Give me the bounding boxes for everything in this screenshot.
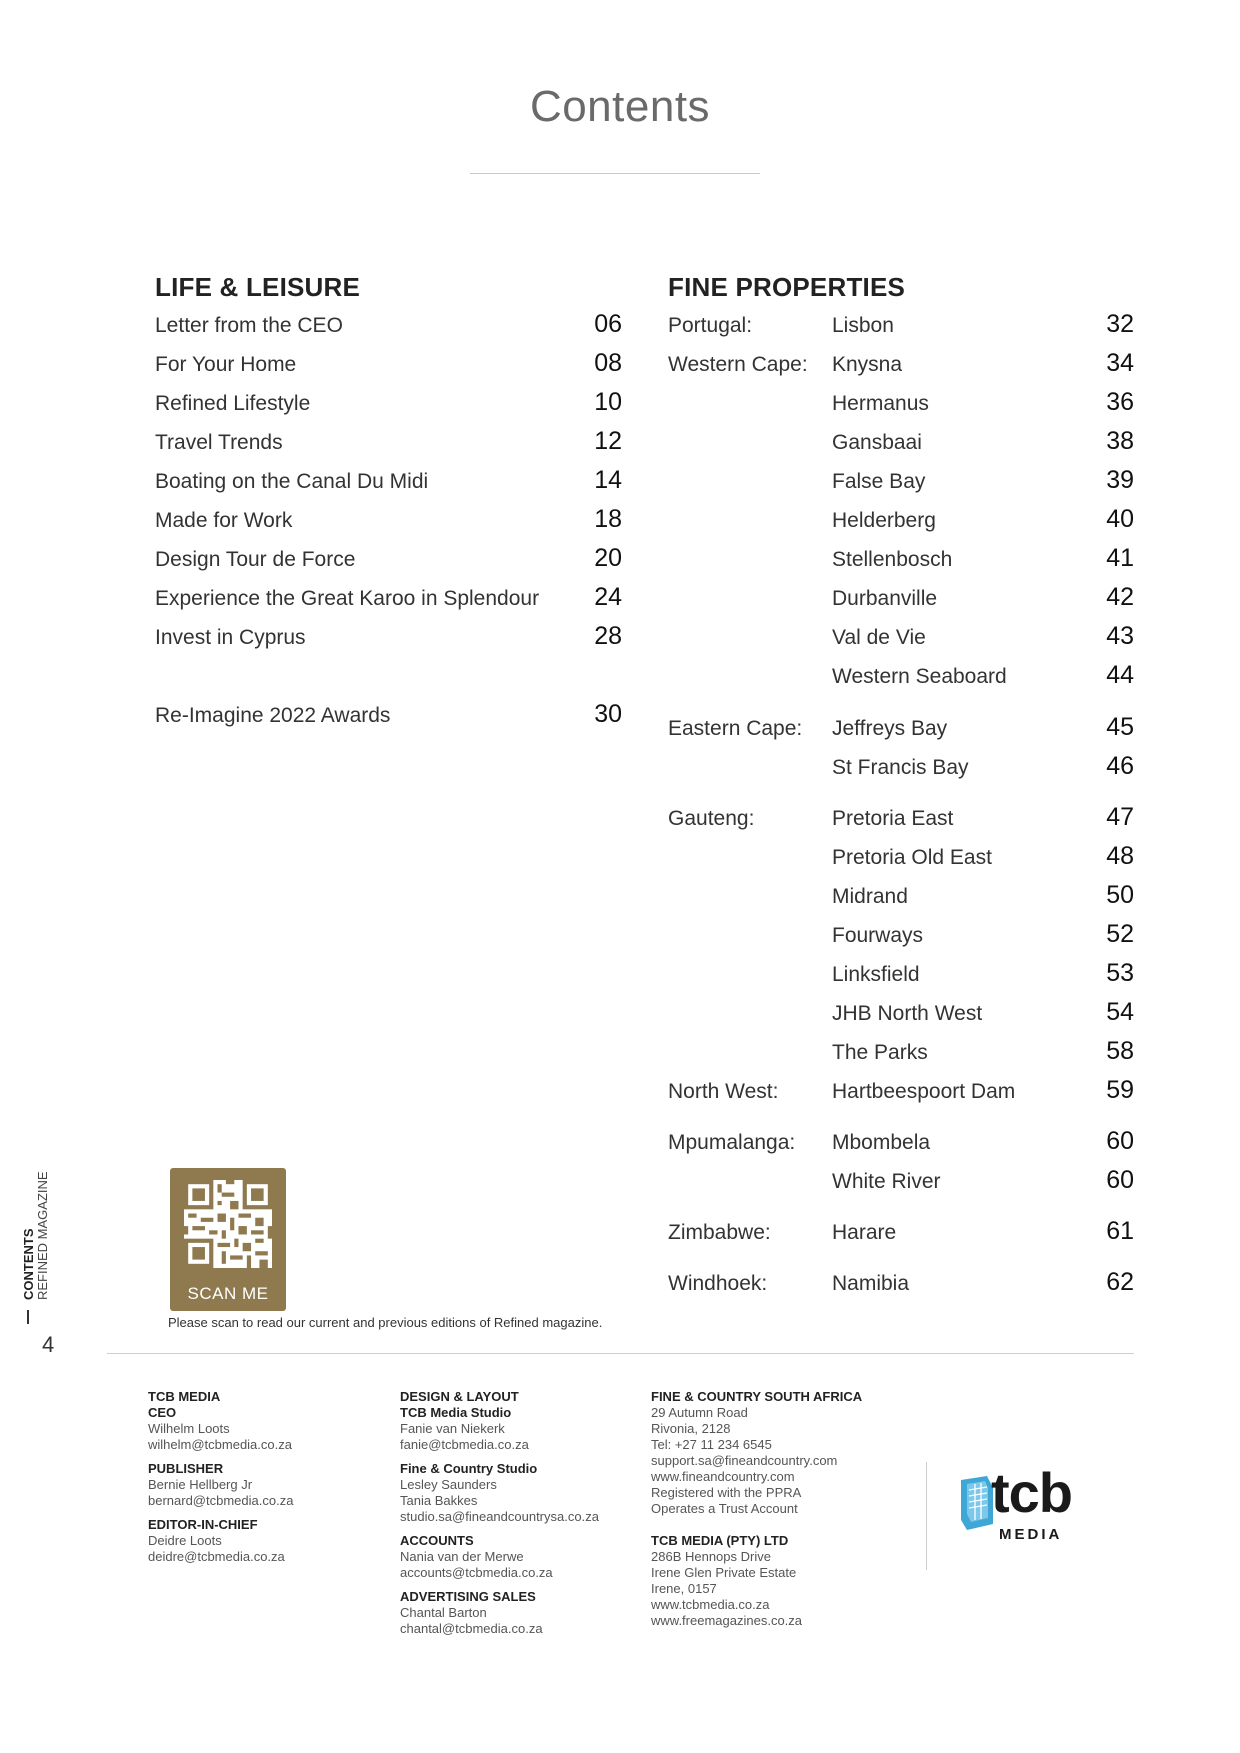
property-region: Gauteng: [668, 807, 755, 830]
property-entry[interactable] [668, 920, 1134, 956]
footer-line: Irene, 0157 [651, 1581, 717, 1596]
property-entry[interactable] [668, 622, 1134, 658]
property-entry[interactable] [668, 713, 1134, 749]
footer-line: Nania van der Merwe [400, 1549, 524, 1564]
contents-entry[interactable] [155, 466, 622, 502]
footer-line: Irene Glen Private Estate [651, 1565, 797, 1580]
spacer [400, 1453, 630, 1461]
footer-column-fine-country [651, 1389, 911, 1629]
contents-entry[interactable] [155, 310, 622, 346]
property-entry[interactable] [668, 1127, 1134, 1163]
property-entry[interactable] [668, 505, 1134, 541]
property-place: Pretoria Old East [832, 846, 992, 869]
property-place: Knysna [832, 353, 903, 376]
entry-page-number: 10 [594, 388, 622, 416]
qr-note: Please scan to read our current and previous editions of Refined magazine. [168, 1315, 603, 1330]
property-place: Hartbeespoort Dam [832, 1080, 1016, 1103]
footer-vertical-divider [926, 1462, 927, 1570]
property-page-number: 52 [1106, 920, 1134, 948]
property-page-number: 48 [1106, 842, 1134, 870]
property-place: The Parks [832, 1041, 928, 1064]
title-divider [470, 173, 760, 174]
qr-code-block[interactable] [170, 1168, 286, 1311]
logo-word: tcb [991, 1461, 1072, 1524]
property-entry[interactable] [668, 310, 1134, 346]
property-entry[interactable] [668, 1268, 1134, 1304]
footer-line: Chantal Barton [400, 1605, 487, 1620]
footer-line: Bernie Hellberg Jr [148, 1477, 253, 1492]
property-page-number: 46 [1106, 752, 1134, 780]
footer-line: 286B Hennops Drive [651, 1549, 771, 1564]
property-page-number: 38 [1106, 427, 1134, 455]
property-entry[interactable] [668, 466, 1134, 502]
property-place: False Bay [832, 470, 926, 493]
footer-heading: FINE & COUNTRY SOUTH AFRICA [651, 1389, 863, 1404]
contents-entry[interactable] [155, 583, 622, 619]
property-entry[interactable] [668, 661, 1134, 697]
property-page-number: 61 [1106, 1217, 1134, 1245]
entry-page-number: 06 [594, 310, 622, 338]
property-page-number: 62 [1106, 1268, 1134, 1296]
spacer [148, 1509, 368, 1517]
footer-heading: TCB MEDIA (PTY) LTD [651, 1533, 789, 1548]
property-region: Eastern Cape: [668, 717, 803, 740]
footer-column-design-layout [400, 1389, 630, 1637]
footer-heading: TCB Media Studio [400, 1405, 512, 1420]
footer-line: Rivonia, 2128 [651, 1421, 731, 1436]
property-place: Mbombela [832, 1131, 931, 1154]
property-page-number: 58 [1106, 1037, 1134, 1065]
property-entry[interactable] [668, 1037, 1134, 1073]
qr-code-icon [184, 1180, 272, 1268]
footer-line: Wilhelm Loots [148, 1421, 230, 1436]
footer-heading: Fine & Country Studio [400, 1461, 538, 1476]
property-page-number: 60 [1106, 1166, 1134, 1194]
entry-page-number: 08 [594, 349, 622, 377]
footer-divider [107, 1353, 1134, 1354]
footer-line: bernard@tcbmedia.co.za [148, 1493, 294, 1508]
contents-entry[interactable] [155, 427, 622, 463]
entry-title: Refined Lifestyle [155, 392, 311, 415]
entry-title: Re-Imagine 2022 Awards [155, 704, 391, 727]
footer-heading: PUBLISHER [148, 1461, 224, 1476]
footer-line: Operates a Trust Account [651, 1501, 798, 1516]
property-entry[interactable] [668, 1217, 1134, 1253]
property-entry[interactable] [668, 842, 1134, 878]
property-entry[interactable] [668, 544, 1134, 580]
property-page-number: 39 [1106, 466, 1134, 494]
property-entry[interactable] [668, 583, 1134, 619]
property-page-number: 47 [1106, 803, 1134, 831]
property-page-number: 42 [1106, 583, 1134, 611]
property-place: Stellenbosch [832, 548, 953, 571]
property-page-number: 41 [1106, 544, 1134, 572]
property-region: North West: [668, 1080, 779, 1103]
property-page-number: 40 [1106, 505, 1134, 533]
property-page-number: 43 [1106, 622, 1134, 650]
footer-column-tcb-media [148, 1389, 368, 1565]
property-entry[interactable] [668, 1076, 1134, 1112]
footer-line: studio.sa@fineandcountrysa.co.za [400, 1509, 599, 1524]
footer-line: deidre@tcbmedia.co.za [148, 1549, 285, 1564]
sidebar-line-1: CONTENTS [21, 1228, 36, 1300]
contents-entry[interactable] [155, 505, 622, 541]
property-page-number: 53 [1106, 959, 1134, 987]
footer-heading: TCB MEDIA [148, 1389, 221, 1404]
footer-heading: ACCOUNTS [400, 1533, 474, 1548]
logo-sub: MEDIA [999, 1526, 1063, 1543]
footer-heading: EDITOR-IN-CHIEF [148, 1517, 258, 1532]
entry-page-number: 20 [594, 544, 622, 572]
footer-line: chantal@tcbmedia.co.za [400, 1621, 543, 1636]
spacer [651, 1517, 911, 1525]
footer-line: 29 Autumn Road [651, 1405, 748, 1420]
page-number: 4 [42, 1332, 55, 1357]
property-place: Lisbon [832, 314, 894, 337]
entry-title: Boating on the Canal Du Midi [155, 470, 429, 493]
property-place: Jeffreys Bay [832, 717, 948, 740]
property-region: Portugal: [668, 314, 753, 337]
entry-page-number: 14 [594, 466, 622, 494]
footer-heading: DESIGN & LAYOUT [400, 1389, 519, 1404]
property-region: Zimbabwe: [668, 1221, 771, 1244]
property-place: JHB North West [832, 1002, 983, 1025]
property-place: Val de Vie [832, 626, 926, 649]
property-page-number: 45 [1106, 713, 1134, 741]
footer-heading: ADVERTISING SALES [400, 1589, 536, 1604]
entry-title: Made for Work [155, 509, 293, 532]
entry-page-number: 24 [594, 583, 622, 611]
footer-line: www.fineandcountry.com [651, 1469, 795, 1484]
property-entry[interactable] [668, 752, 1134, 788]
tcb-media-logo [955, 1461, 1095, 1544]
spacer [148, 1453, 368, 1461]
spacer [400, 1525, 630, 1533]
property-place: Western Seaboard [832, 665, 1007, 688]
property-place: Hermanus [832, 392, 929, 415]
footer-line: Tania Bakkes [400, 1493, 478, 1508]
property-region: Mpumalanga: [668, 1131, 796, 1154]
footer-line: Deidre Loots [148, 1533, 222, 1548]
property-place: Midrand [832, 885, 908, 908]
qr-scan-label: SCAN ME [187, 1284, 269, 1303]
footer-line: support.sa@fineandcountry.com [651, 1453, 838, 1468]
footer-line: www.freemagazines.co.za [651, 1613, 803, 1628]
entry-title: For Your Home [155, 353, 297, 376]
entry-page-number: 12 [594, 427, 622, 455]
entry-page-number: 30 [594, 700, 622, 728]
entry-title: Design Tour de Force [155, 548, 356, 571]
property-place: Linksfield [832, 963, 920, 986]
entry-title: Letter from the CEO [155, 314, 343, 337]
property-place: Durbanville [832, 587, 938, 610]
property-entry[interactable] [668, 881, 1134, 917]
property-page-number: 36 [1106, 388, 1134, 416]
property-region: Windhoek: [668, 1272, 768, 1295]
section-heading-fine-properties: FINE PROPERTIES [668, 272, 906, 302]
property-entry[interactable] [668, 998, 1134, 1034]
property-entry[interactable] [668, 959, 1134, 995]
entry-title: Invest in Cyprus [155, 626, 306, 649]
property-page-number: 32 [1106, 310, 1134, 338]
footer-line: Tel: +27 11 234 6545 [651, 1437, 772, 1452]
property-region: Western Cape: [668, 353, 808, 376]
footer-line: wilhelm@tcbmedia.co.za [148, 1437, 292, 1452]
property-entry[interactable] [668, 388, 1134, 424]
property-place: Pretoria East [832, 807, 954, 830]
property-entry[interactable] [668, 803, 1134, 839]
sidebar-label [22, 1171, 50, 1300]
contents-entry[interactable] [155, 544, 622, 580]
property-page-number: 50 [1106, 881, 1134, 909]
contents-entry[interactable] [155, 700, 622, 736]
entry-title: Travel Trends [155, 431, 283, 454]
entry-page-number: 28 [594, 622, 622, 650]
property-place: White River [832, 1170, 941, 1193]
contents-entry[interactable] [155, 622, 622, 658]
spacer [400, 1581, 630, 1589]
property-place: Namibia [832, 1272, 910, 1295]
footer-line: Fanie van Niekerk [400, 1421, 505, 1436]
property-place: Helderberg [832, 509, 936, 532]
property-entry[interactable] [668, 349, 1134, 385]
property-entry[interactable] [668, 1166, 1134, 1202]
contents-entry[interactable] [155, 388, 622, 424]
property-page-number: 59 [1106, 1076, 1134, 1104]
property-entry[interactable] [668, 427, 1134, 463]
property-place: Harare [832, 1221, 897, 1244]
sidebar-divider [27, 1310, 29, 1324]
spacer [651, 1525, 911, 1533]
footer-line: Registered with the PPRA [651, 1485, 802, 1500]
property-place: Fourways [832, 924, 924, 947]
property-place: St Francis Bay [832, 756, 969, 779]
footer-line: www.tcbmedia.co.za [651, 1597, 770, 1612]
footer-line: fanie@tcbmedia.co.za [400, 1437, 529, 1452]
property-page-number: 60 [1106, 1127, 1134, 1155]
property-page-number: 34 [1106, 349, 1134, 377]
entry-page-number: 18 [594, 505, 622, 533]
section-heading-life-leisure: LIFE & LEISURE [155, 272, 361, 302]
property-place: Gansbaai [832, 431, 922, 454]
property-page-number: 54 [1106, 998, 1134, 1026]
footer-line: Lesley Saunders [400, 1477, 497, 1492]
entry-title: Experience the Great Karoo in Splendour [155, 587, 540, 610]
contents-entry[interactable] [155, 349, 622, 385]
page-title: Contents [529, 82, 711, 131]
footer-heading: CEO [148, 1405, 177, 1420]
property-page-number: 44 [1106, 661, 1134, 689]
sidebar-line-2: REFINED MAGAZINE [35, 1171, 50, 1300]
footer-line: accounts@tcbmedia.co.za [400, 1565, 553, 1580]
